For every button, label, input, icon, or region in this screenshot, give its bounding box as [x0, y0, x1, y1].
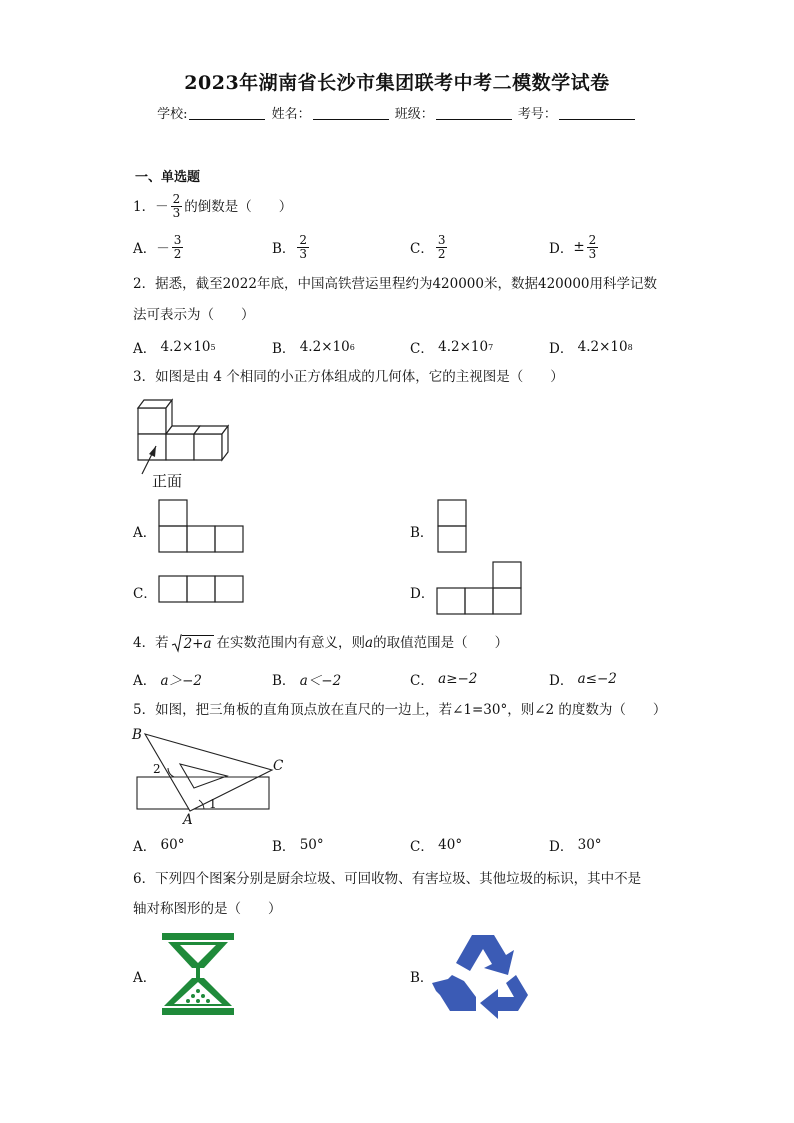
- q4-option-c[interactable]: [410, 664, 477, 694]
- q2-option-d[interactable]: [549, 332, 633, 362]
- label-angle-2: 2: [153, 762, 161, 776]
- q1-frac-den: 3: [172, 206, 181, 220]
- label-a: A: [183, 812, 193, 828]
- school-label: 学校:: [157, 107, 188, 122]
- option-letter: A．: [133, 241, 157, 257]
- frac-num: 3: [173, 232, 182, 247]
- option-value: 50°: [299, 837, 324, 853]
- school-blank[interactable]: [189, 107, 265, 120]
- q6-option-a-letter[interactable]: A．: [133, 970, 157, 986]
- option-letter: B．: [272, 673, 296, 689]
- option-fraction: [587, 234, 599, 261]
- q1-fraction: [171, 193, 183, 220]
- option-exp: 8: [627, 342, 633, 352]
- q4-option-a[interactable]: [133, 664, 202, 694]
- name-label: 姓名：: [271, 107, 311, 122]
- frac-num: 2: [588, 232, 597, 247]
- frac-num: 2: [299, 232, 308, 247]
- q3-text: 3．如图是由 4 个相同的小正方体组成的几何体，它的主视图是（ ）: [133, 369, 564, 385]
- q6-option-b-letter[interactable]: B．: [410, 970, 434, 986]
- option-exp: 5: [210, 342, 216, 352]
- option-base: 4.2×10: [577, 339, 628, 355]
- option-fraction: [297, 234, 309, 261]
- q3-option-a-letter[interactable]: A．: [133, 525, 157, 541]
- cube-front-top: [138, 408, 166, 434]
- q5-options: [133, 830, 693, 860]
- q3-option-d-letter[interactable]: D．: [410, 586, 435, 602]
- option-letter: C．: [410, 839, 434, 855]
- q1-option-d[interactable]: [549, 232, 600, 262]
- question-4: [133, 633, 508, 653]
- option-exp: 7: [488, 342, 494, 352]
- option-letter: C．: [410, 341, 434, 357]
- frac-den: 3: [588, 246, 597, 261]
- frac-den: 2: [173, 246, 182, 261]
- q3-option-c-figure[interactable]: [158, 575, 248, 605]
- option-letter: A．: [133, 341, 157, 357]
- option-exp: 6: [349, 342, 355, 352]
- option-letter: D．: [549, 839, 574, 855]
- q2-line1: 2．据悉，截至2022年底，中国高铁营运里程约为420000米，数据420000用科学记数: [133, 276, 658, 292]
- q1-option-a[interactable]: [133, 232, 185, 262]
- q5-option-d[interactable]: [549, 830, 602, 860]
- option-base: 4.2×10: [160, 339, 211, 355]
- option-letter: A．: [133, 839, 157, 855]
- option-letter: C．: [410, 241, 434, 257]
- option-letter: B．: [272, 839, 296, 855]
- q6-line1: 6．下列四个图案分别是厨余垃圾、可回收物、有害垃圾、其他垃圾的标识，其中不是: [133, 871, 642, 887]
- frac-num: 3: [437, 232, 446, 247]
- q1-option-c[interactable]: [410, 232, 449, 262]
- cube-front-1: [138, 434, 166, 460]
- option-letter: D．: [549, 673, 574, 689]
- option-expr: a＜−2: [299, 673, 342, 689]
- q2-line2: 法可表示为（ ）: [133, 307, 255, 323]
- option-value: 30°: [577, 837, 602, 853]
- label-b: B: [132, 727, 142, 743]
- q5-triangle-ruler-figure: [130, 728, 290, 828]
- option-sign: －: [156, 241, 170, 257]
- name-blank[interactable]: [313, 107, 389, 120]
- q5-text: 5．如图，把三角板的直角顶点放在直尺的一边上，若∠1=30°，则∠2 的度数为（ ）: [133, 702, 667, 718]
- option-expr: a≤−2: [577, 671, 617, 687]
- q1-frac-num: 2: [172, 192, 181, 206]
- option-letter: B．: [272, 241, 296, 257]
- option-letter: C．: [410, 673, 434, 689]
- sqrt-icon: [172, 634, 182, 652]
- q5-option-c[interactable]: [410, 830, 462, 860]
- option-letter: B．: [272, 341, 296, 357]
- section-heading: 一、单选题: [135, 170, 201, 185]
- q1-prefix: 1．－: [133, 198, 169, 215]
- option-fraction: [436, 234, 448, 261]
- q5-option-a[interactable]: [133, 830, 184, 860]
- q1-suffix: 的倒数是（ ）: [184, 198, 293, 215]
- number-label: 考号：: [517, 107, 557, 122]
- option-letter: D．: [549, 341, 574, 357]
- student-info-line: [0, 103, 794, 122]
- q2-option-b[interactable]: [272, 332, 355, 362]
- q4-option-b[interactable]: [272, 664, 341, 694]
- q4-var: a: [365, 635, 374, 651]
- option-value: 40°: [438, 837, 463, 853]
- page-title: 2023年湖南省长沙市集团联考中考二模数学试卷: [184, 72, 610, 94]
- q4-sqrt: [172, 634, 214, 652]
- option-letter: D．: [549, 241, 574, 257]
- q2-option-a[interactable]: [133, 332, 216, 362]
- q6-line2: 轴对称图形的是（ ）: [133, 901, 282, 917]
- option-base: 4.2×10: [438, 339, 489, 355]
- frac-den: 2: [437, 246, 446, 261]
- option-value: 60°: [160, 837, 185, 853]
- option-expr: a＞−2: [160, 673, 202, 689]
- option-sign: ±: [573, 239, 585, 255]
- frac-den: 3: [299, 246, 308, 261]
- q3-option-a-figure[interactable]: [158, 499, 248, 555]
- question-1: [133, 193, 292, 220]
- q4-options: [133, 664, 693, 694]
- class-blank[interactable]: [436, 107, 512, 120]
- q4-middle: 在实数范围内有意义，则: [216, 635, 366, 651]
- label-c: C: [273, 758, 284, 774]
- q2-option-c[interactable]: [410, 332, 493, 362]
- food-waste-icon[interactable]: [160, 932, 236, 1016]
- q3-solid-figure: [130, 396, 240, 491]
- option-fraction: [172, 234, 184, 261]
- option-letter: A．: [133, 673, 157, 689]
- option-base: 4.2×10: [299, 339, 350, 355]
- q3-option-b-figure[interactable]: [437, 499, 469, 555]
- recycle-icon[interactable]: [436, 931, 530, 1017]
- q2-options: [133, 332, 693, 362]
- class-label: 班级：: [394, 107, 434, 122]
- number-blank[interactable]: [559, 107, 635, 120]
- q5-option-b[interactable]: [272, 830, 324, 860]
- q1-option-b[interactable]: [272, 232, 311, 262]
- q1-options: [133, 232, 693, 262]
- q3-option-c-letter[interactable]: C．: [133, 586, 157, 602]
- option-expr: a≥−2: [438, 671, 478, 687]
- q3-option-d-figure[interactable]: [436, 561, 526, 617]
- label-angle-1: 1: [209, 797, 217, 811]
- q4-option-d[interactable]: [549, 664, 617, 694]
- cube-front-3: [194, 434, 222, 460]
- q4-prefix: 4．若: [133, 635, 169, 651]
- q4-radicand: 2+a: [183, 636, 212, 652]
- q3-option-b-letter[interactable]: B．: [410, 525, 434, 541]
- front-label: 正面: [152, 472, 183, 490]
- cube-front-2: [166, 434, 194, 460]
- q4-suffix: 的取值范围是（ ）: [373, 635, 509, 651]
